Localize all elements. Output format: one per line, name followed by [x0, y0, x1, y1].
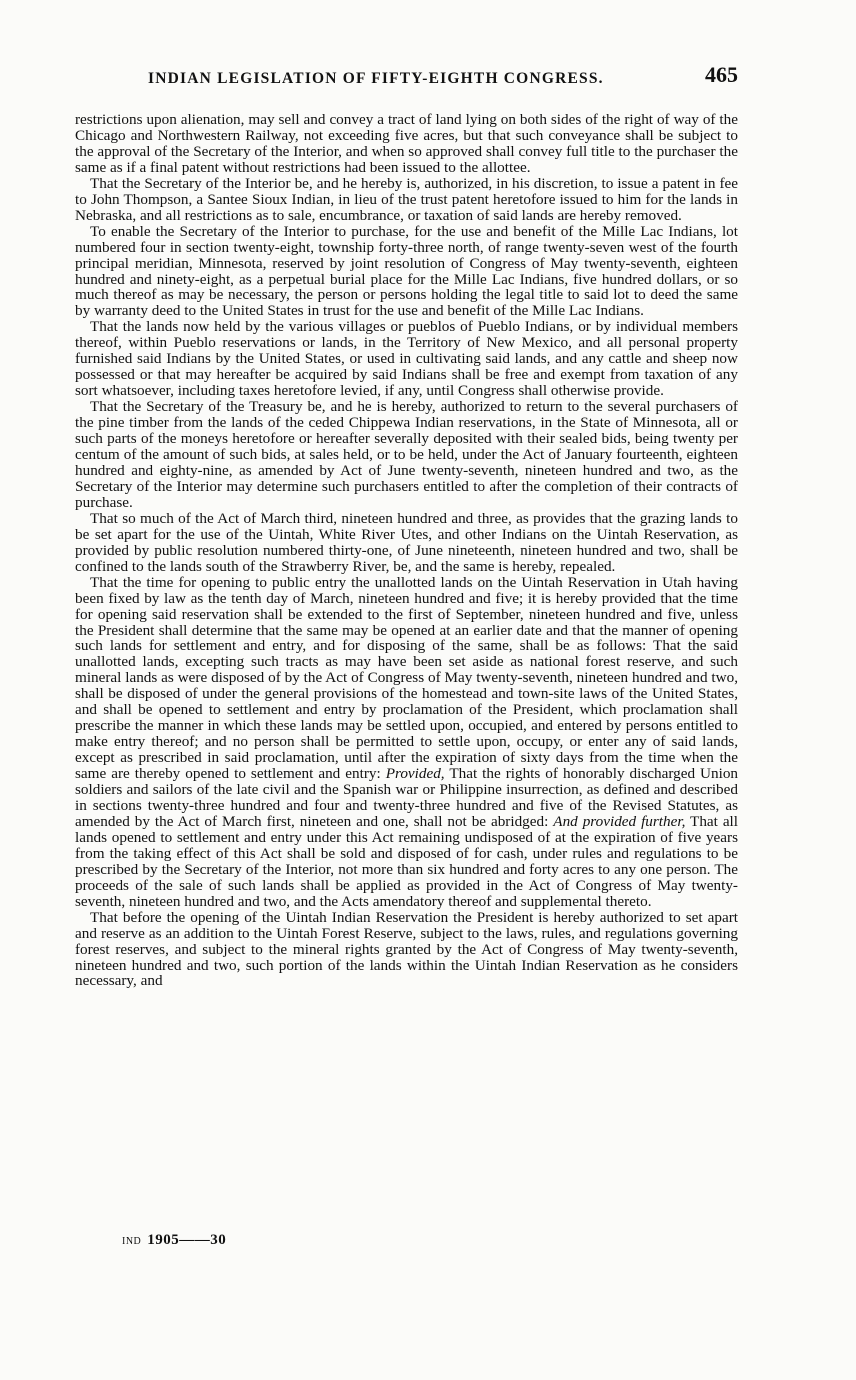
paragraph-pueblo: That the lands now held by the various villages or pueblos of Pueblo Indians, or by individual members thereof, within Pueblo reservations or lands, in the Territory of New Mexico, and all personal property furnished said Indians by the United States, or used in cultivating said lands, and any cattle and sheep now possessed or that may hereafter be acquired by said Indians shall be free and exempt from taxation of any sort whatsoever, including taxes heretofore levied, if any, until Congress shall otherwise provide.	[75, 318, 738, 400]
paragraph-forest-reserve: That before the opening of the Uintah Indian Reservation the President is hereby authorized to set apart and reserve as an addition to the Uintah Forest Reserve, subject to the laws, rules, and regulations governing forest reserves, and subject to the mineral rights granted by the Act of Congress of May twenty-seventh, nineteen hundred and two, such portion of the lands within the Uintah Indian Reservation as he considers necessary, and	[75, 908, 738, 990]
signature-mark	[122, 1232, 226, 1249]
page-header	[148, 62, 748, 98]
paragraph-john-thompson: That the Secretary of the Interior be, and he hereby is, authorized, in his discretion, to issue a patent in fee to John Thompson, a Santee Sioux Indian, in lieu of the trust patent heretofore issued to him for the lands in Nebraska, and all restrictions as to sale, encumbrance, or taxation of said lands are hereby removed.	[75, 174, 738, 224]
signature-prefix: ind	[122, 1233, 142, 1248]
uintah-undisposed-text: That all lands opened to settlement and entry under this Act remaining undisposed of at the expiration of five years from the taking effect of this Act shall be sold and disposed of for cash, under rules and regulations to be prescribed by the Secretary of the Interior, not more than six hundred and forty acres to any one person. The proceeds of the sale of such lands shall be applied as provided in the Act of Congress of May twenty-seventh, nineteen hundred and two, and the Acts amendatory thereof and supplemental thereto.	[75, 812, 739, 910]
paragraph-chippewa-timber: That the Secretary of the Treasury be, and he is hereby, authorized to return to the several purchasers of the pine timber from the lands of the ceded Chippewa Indian reservations, in the State of Minnesota, all or such parts of the moneys heretofore or hereafter severally deposited with their sealed bids, being twenty per centum of the amount of such bids, at sales held, or to be held, under the Act of January fourteenth, eighteen hundred and eighty-nine, as amended by Act of June twenty-seventh, nineteen hundred and two, as the Secretary of the Interior may determine such purchasers entitled to after the completion of their contracts of purchase.	[75, 398, 738, 511]
page-number: 465	[705, 62, 738, 87]
signature-number: 1905——30	[147, 1232, 227, 1248]
paragraph-grazing-lands: That so much of the Act of March third, nineteen hundred and three, as provides that the grazing lands to be set apart for the use of the Uintah, White River Utes, and other Indians on the Uintah Reservation, as provided by public resolution numbered thirty-one, of June nineteenth, nineteen hundred and two, shall be confined to the lands south of the Strawberry River, be, and the same is hereby, repealed.	[75, 509, 738, 575]
provided-clause-1: Provided,	[385, 765, 445, 783]
paragraph-mille-lac: To enable the Secretary of the Interior to purchase, for the use and benefit of the Mille Lac Indians, lot numbered four in section twenty-eight, township forty-three north, of range twenty-seven west of the fourth principal meridian, Minnesota, reserved by joint resolution of Congress of May twenty-seventh, eighteen hundred and ninety-eight, as a perpetual burial place for the Mille Lac Indians, five hundred dollars, or so much thereof as may be necessary, the person or persons holding the legal title to said lot to deed the same by warranty deed to the United States in trust for the use and benefit of the Mille Lac Indians.	[75, 222, 738, 320]
body-text	[75, 112, 738, 989]
provided-clause-2: And provided further,	[553, 812, 686, 830]
uintah-soldiers-text: That the rights of honorably discharged Union soldiers and sailors of the late civil and the Spanish war or Philippine insurrection, as defined and described in sections twenty-three hundred and four and twenty-three hundred and five of the Revised Statutes, as amended by the Act of March first, nineteen and one, shall not be abridged:	[75, 765, 739, 830]
uintah-opening-text: That the time for opening to public entry the unallotted lands on the Uintah Reservation in Utah having been fixed by law as the tenth day of March, nineteen hundred and five; it is hereby provided that the time for opening said reservation shall be extended to the first of September, nineteen hundred and five, unless the President shall determine that the same may be opened at an earlier date and that the manner of opening such lands for settlement and entry, and for disposing of the same, shall be as follows: That the said unallotted lands, excepting such tracts as may have been set aside as national forest reserve, and such mineral lands as were disposed of by the Act of Congress of May twenty-seventh, nineteen hundred and two, shall be disposed of under the general provisions of the homestead and town-site laws of the United States, and shall be opened to settlement and entry by proclamation of the President, which proclamation shall prescribe the manner in which these lands may be settled upon, occupied, and entered by persons entitled to make entry thereof; and no person shall be permitted to settle upon, occupy, or enter any of said lands, except as prescribed in said proclamation, until after the expiration of sixty days from the time when the same are thereby opened to settlement and entry:	[75, 573, 738, 783]
running-head: INDIAN LEGISLATION OF FIFTY-EIGHTH CONGRESS.	[148, 70, 604, 87]
paragraph-alienation: restrictions upon alienation, may sell and convey a tract of land lying on both sides of the right of way of the Chicago and Northwestern Railway, not exceeding five acres, but that such conveyance shall be subject to the approval of the Secretary of the Interior, and when so approved shall convey full title to the purchaser the same as if a final patent without restrictions had been issued to the allottee.	[75, 111, 738, 176]
paragraph-uintah-opening	[75, 575, 738, 910]
